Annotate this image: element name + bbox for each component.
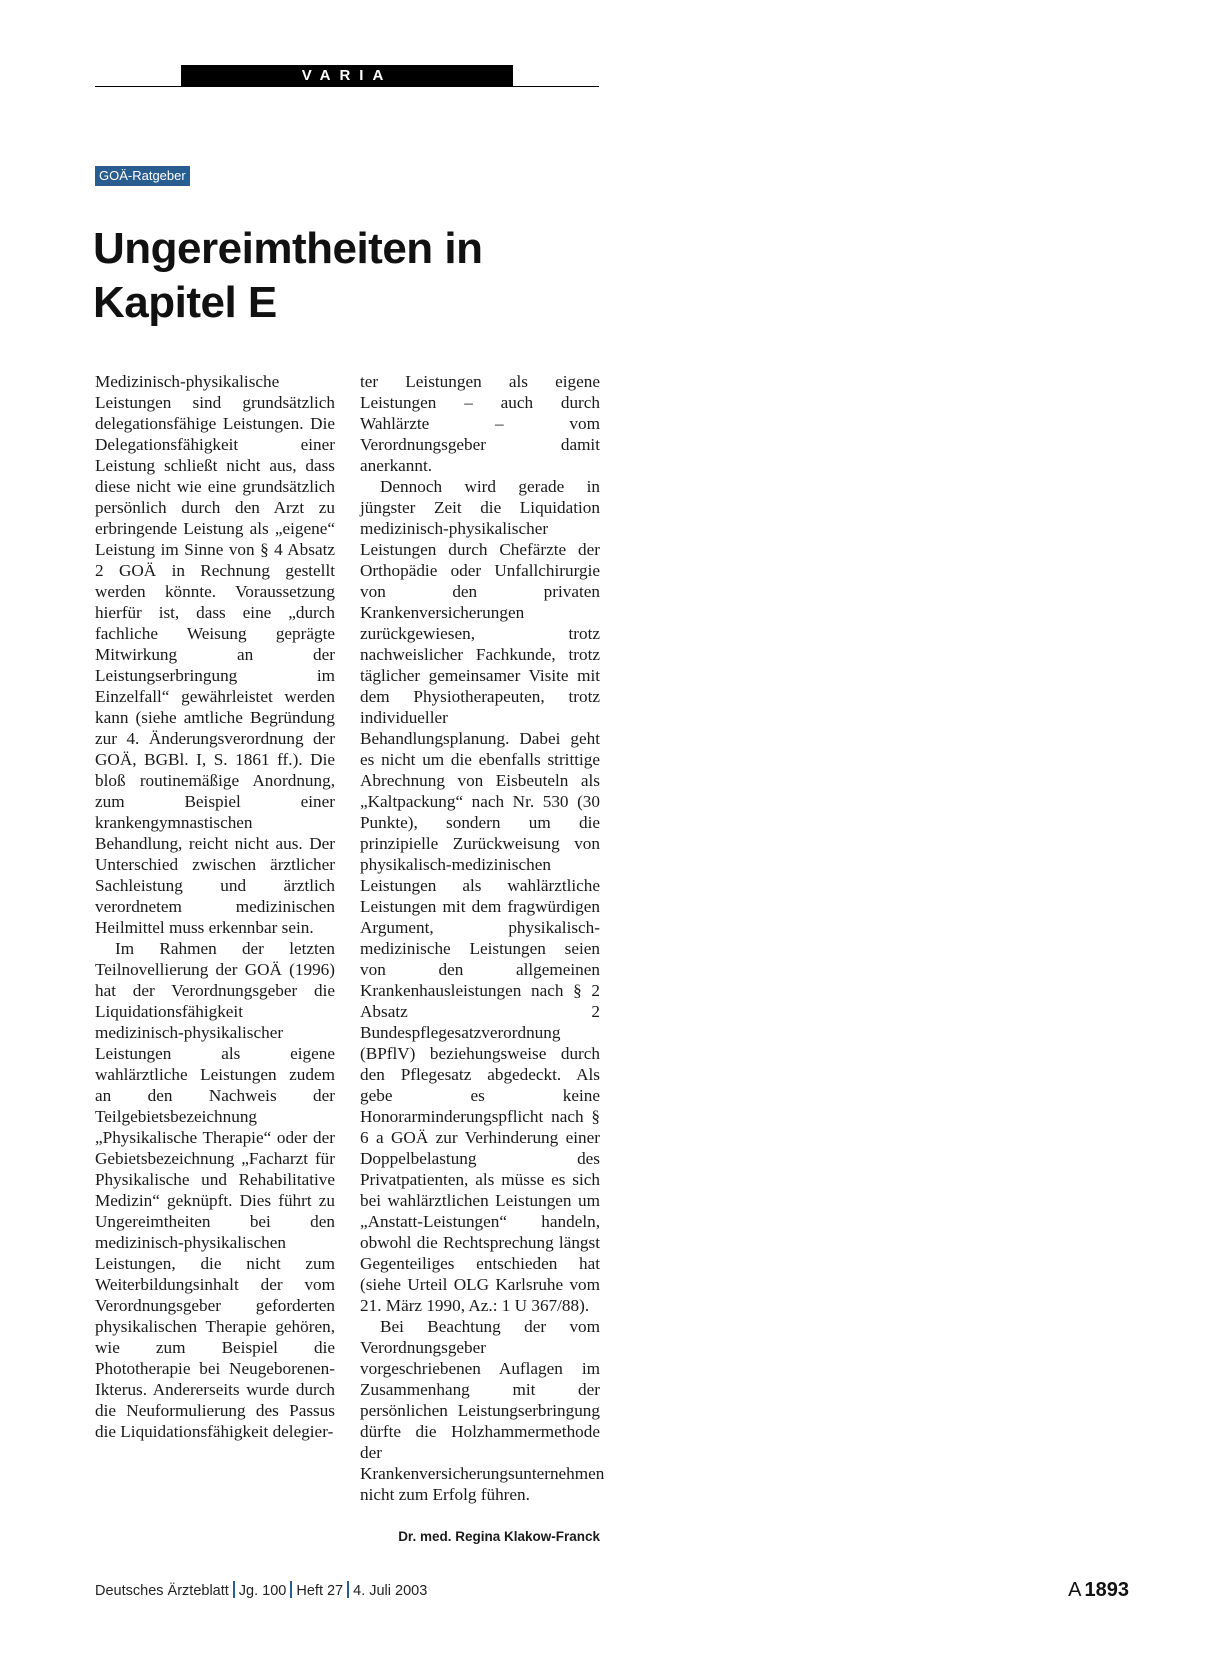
title-line-1: Ungereimtheiten in	[93, 224, 483, 273]
footer-separator	[233, 1581, 235, 1598]
article-column-right	[360, 371, 605, 1505]
author-byline: Dr. med. Regina Klakow-Franck	[398, 1529, 600, 1544]
paragraph: Medizinisch-physikalische Leistungen sind grundsätzlich delegationsfähige Leistungen. Die Delegationsfähigkeit einer Leistung schließt nicht aus, dass diese nicht wie eine grundsätzlich persönlich durch den Arzt zu erbringende Leistung als „eigene“ Leistung im Sinne von § 4 Absatz 2 GOÄ in Rechnung gestellt werden könnte. Voraussetzung hierfür ist, dass eine „durch fachliche Weisung geprägte Mitwirkung an der Leistungserbringung im Einzelfall“ gewährleistet werden kann (siehe amtliche Begründung zur 4. Änderungsverordnung der GOÄ, BGBl. I, S. 1861 ff.). Die bloß routinemäßige Anordnung, zum Beispiel einer krankengymnastischen Behandlung, reicht nicht aus. Der Unterschied zwischen ärztlicher Sachleistung und ärztlich verordnetem medizinischen Heilmittel muss erkennbar sein.	[95, 372, 335, 937]
section-label: VARIA	[181, 65, 513, 86]
section-rule	[95, 86, 599, 87]
article-title	[93, 222, 613, 330]
article-column-left	[95, 371, 335, 1442]
footer-separator	[347, 1581, 349, 1598]
page-prefix: A	[1068, 1579, 1082, 1601]
journal-name: Deutsches Ärzteblatt	[95, 1583, 229, 1599]
footer-separator	[290, 1581, 292, 1598]
paragraph: Im Rahmen der letzten Teilnovellierung der GOÄ (1996) hat der Verordnungsgeber die Liquidationsfähigkeit medizinisch-physikalischer Leistungen als eigene wahlärztliche Leistungen zudem an den Nachweis der Teilgebietsbezeichnung „Physikalische Therapie“ oder der Gebietsbezeichnung „Facharzt für Physikalische und Rehabilitative Medizin“ geknüpft. Dies führt zu Ungereimtheiten bei den medizinisch-physikalischen Leistungen, die nicht zum Weiterbildungsinhalt der vom Verordnungsgeber geforderten physikalischen Therapie gehören, wie zum Beispiel die Phototherapie bei Neugeborenen-Ikterus. Andererseits wurde durch die Neuformulierung des Passus die Liquidationsfähigkeit delegier-	[95, 939, 335, 1441]
paragraph: Bei Beachtung der vom Verordnungsgeber vorgeschriebenen Auflagen im Zusammenhang mit der persönlichen Leistungserbringung dürfte die Holzhammermethode der Krankenversicherungsunternehmen nicht zum Erfolg führen.	[360, 1317, 605, 1504]
page-number-value: 1893	[1084, 1579, 1129, 1601]
kicker-badge: GOÄ-Ratgeber	[95, 166, 190, 186]
journal-volume: Jg. 100	[238, 1583, 287, 1599]
journal-date: 4. Juli 2003	[353, 1583, 428, 1599]
paragraph: ter Leistungen als eigene Leistungen – auch durch Wahlärzte – vom Verordnungsgeber damit anerkannt.	[360, 372, 600, 475]
page-number	[1068, 1577, 1129, 1603]
journal-issue: Heft 27	[296, 1583, 344, 1599]
paragraph: Dennoch wird gerade in jüngster Zeit die Liquidation medizinisch-physikalischer Leistungen durch Chefärzte der Orthopädie oder Unfallchirurgie von den privaten Krankenversicherungen zurückgewiesen, trotz nachweislicher Fachkunde, trotz täglicher gemeinsamer Visite mit dem Physiotherapeuten, trotz individueller Behandlungsplanung. Dabei geht es nicht um die ebenfalls strittige Abrechnung von Eisbeuteln als „Kaltpackung“ nach Nr. 530 (30 Punkte), sondern um die prinzipielle Zurückweisung von physikalisch-medizinischen Leistungen als wahlärztliche Leistungen mit dem fragwürdigen Argument, physikalisch-medizinische Leistungen seien von den allgemeinen Krankenhausleistungen nach § 2 Absatz 2 Bundespflegesatzverordnung (BPflV) beziehungsweise durch den Pflegesatz abgedeckt. Als gebe es keine Honorarminderungspflicht nach § 6 a GOÄ zur Verhinderung einer Doppelbelastung des Privatpatienten, als müsse es sich bei wahlärztlichen Leistungen um „Anstatt-Leistungen“ handeln, obwohl die Rechtsprechung längst Gegenteiliges entschieden hat (siehe Urteil OLG Karlsruhe vom 21. März 1990, Az.: 1 U 367/88).	[360, 477, 600, 1315]
title-line-2: Kapitel E	[93, 278, 277, 327]
page-footer	[95, 1581, 427, 1601]
